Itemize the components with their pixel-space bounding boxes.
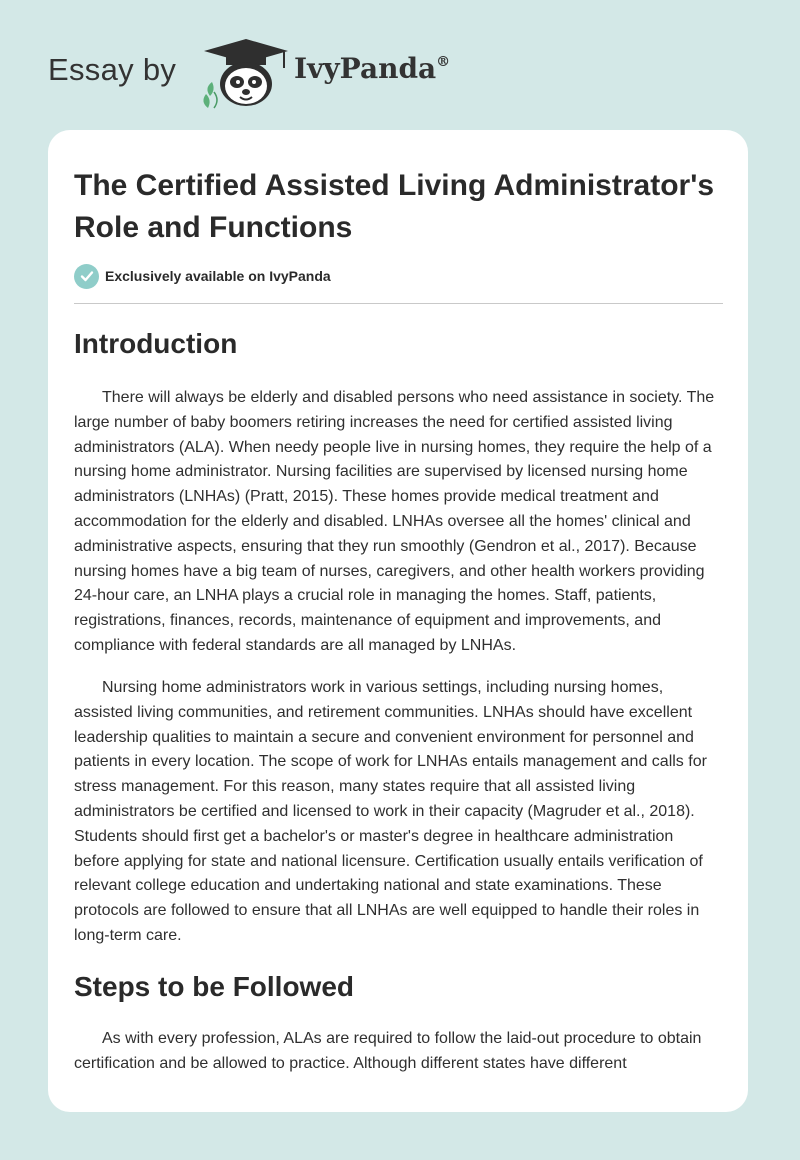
ivypanda-logo-icon[interactable] [196,36,296,110]
section-heading-introduction: Introduction [74,328,238,359]
essay-by-label: Essay by [48,52,177,87]
divider [74,303,723,304]
paragraph: Nursing home administrators work in various settings, including nursing homes, assisted living communities, and retirement communities. LNHAs should have excellent leadership qualities to maintain a secure and convenient environment for personnel and patients in every location. The scope of work for LNHAs entails management and calls for stress management. For this reason, many states require that all assisted living administrators be certified and licensed to work in their capacity (Magruder et al., 2018). Students should first get a bachelor's or master's degree in healthcare administration before applying for state and national licensure. Certification usually entails verification of relevant college education and undertaking national and state examinations. These protocols are followed to ensure that all LNHAs are well equipped to handle their roles in long-term care. [74,679,707,944]
section-heading-steps: Steps to be Followed [74,971,355,1002]
article-title: The Certified Assisted Living Administrator's Role and Functions [74,169,715,244]
checkmark-icon [74,264,99,289]
site-header [0,0,800,130]
paragraph: As with every profession, ALAs are required to follow the laid-out procedure to obtain certification and be allowed to practice. Although different states have different [74,1030,702,1072]
paragraph: There will always be elderly and disabled persons who need assistance in society. The large number of baby boomers retiring increases the need for certified assisted living administrators (ALA). When needy people live in nursing homes, they require the help of a nursing home administrator. Nursing facilities are supervised by licensed nursing home administrators (LNHAs) (Pratt, 2015). These homes provide medical treatment and accommodation for the elderly and disabled. LNHAs oversee all the homes' clinical and administrative aspects, ensuring that they run smoothly (Gendron et al., 2017). Because nursing homes have a big team of nurses, caregivers, and other health workers providing 24-hour care, an LNHA plays a crucial role in managing the homes. Staff, patients, registrations, finances, records, maintenance of equipment and improvements, and compliance with federal standards are all managed by LNHAs. [74,389,715,654]
registered-mark: ® [436,53,451,70]
article-card [48,130,748,1112]
brand-text: IvyPanda [294,52,437,85]
exclusive-text: Exclusively available on IvyPanda [105,268,331,284]
brand-name[interactable] [294,52,450,85]
exclusive-badge [74,263,331,289]
